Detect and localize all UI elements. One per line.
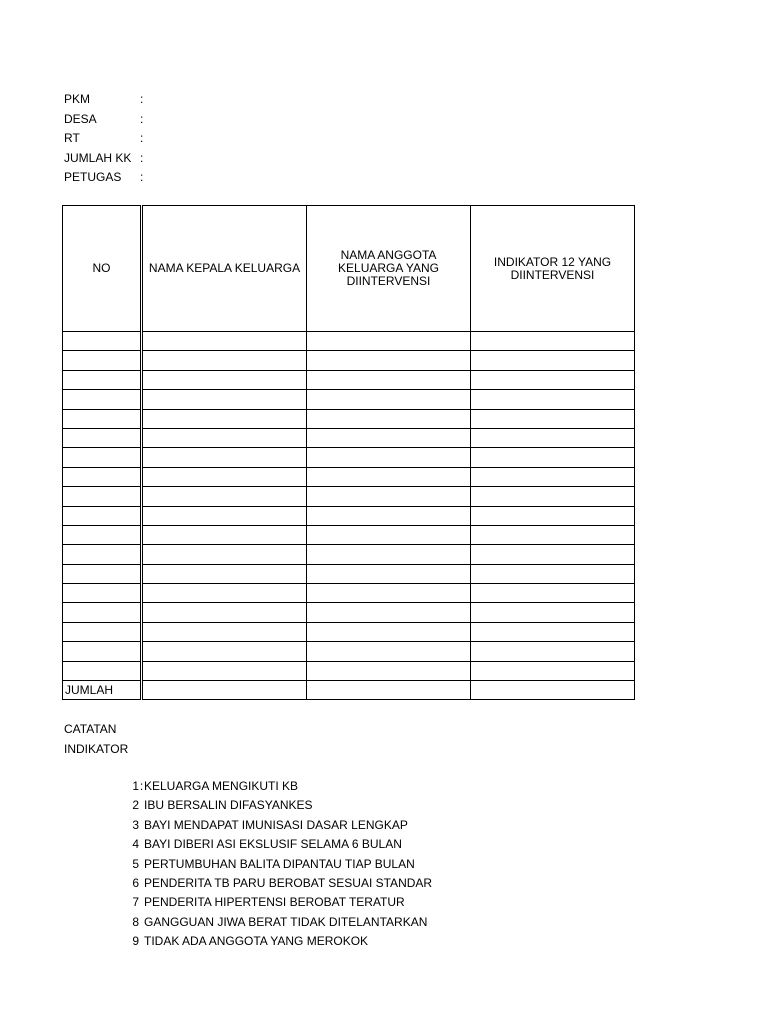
- table-cell: [63, 506, 142, 525]
- table-cell: [307, 622, 471, 641]
- field-petugas: [64, 168, 144, 188]
- table-cell: [142, 487, 307, 506]
- table-cell: [471, 681, 635, 700]
- table-cell: [307, 409, 471, 428]
- table-cell: [471, 467, 635, 486]
- header-indikator: INDIKATOR 12 YANG DIINTERVENSI: [471, 206, 635, 332]
- table-cell: [471, 370, 635, 389]
- table-cell: [63, 409, 142, 428]
- header-fields: [64, 90, 144, 188]
- table-cell: [471, 506, 635, 525]
- indicator-item: [116, 913, 432, 932]
- table-cell: [63, 642, 142, 661]
- indicator-item: [116, 874, 432, 893]
- table-cell: [142, 642, 307, 661]
- table-cell: [307, 506, 471, 525]
- table-row: [63, 332, 635, 351]
- table-row: [63, 584, 635, 603]
- table-cell: [63, 467, 142, 486]
- table-row: [63, 603, 635, 622]
- field-label: PKM: [64, 92, 91, 106]
- table-cell: [142, 681, 307, 700]
- table-cell: [471, 487, 635, 506]
- indicator-number: 9: [132, 934, 139, 949]
- indicator-separator: :: [139, 779, 144, 793]
- field-colon: :: [140, 111, 144, 126]
- field-rt: [64, 129, 144, 149]
- table-cell: [471, 622, 635, 641]
- table-row: [63, 428, 635, 447]
- field-label: DESA: [64, 111, 97, 126]
- table-row: [63, 370, 635, 389]
- table-cell: [471, 603, 635, 622]
- header-nama-kepala-keluarga: NAMA KEPALA KELUARGA: [142, 206, 307, 332]
- table-cell: [142, 506, 307, 525]
- indicator-item: [116, 796, 432, 815]
- table-row: [63, 467, 635, 486]
- table-cell: [63, 661, 142, 680]
- indicator-text: BAYI DIBERI ASI EKSLUSIF SELAMA 6 BULAN: [144, 837, 402, 852]
- table-row: [63, 622, 635, 641]
- table-cell: [142, 564, 307, 583]
- indicator-list: [116, 777, 432, 952]
- table-row: [63, 506, 635, 525]
- table-cell: [471, 661, 635, 680]
- table-cell: [63, 370, 142, 389]
- table-cell: [307, 681, 471, 700]
- field-label: JUMLAH KK: [64, 150, 132, 165]
- table-cell: [63, 545, 142, 564]
- catatan-label: CATATAN: [64, 722, 117, 736]
- field-jumlah-kk: [64, 149, 144, 169]
- table-cell: [63, 351, 142, 370]
- table-cell: [307, 564, 471, 583]
- table-cell: [142, 370, 307, 389]
- table-cell: [307, 351, 471, 370]
- table-cell: [307, 525, 471, 544]
- field-colon: :: [140, 150, 144, 165]
- indicator-text: PENDERITA TB PARU BEROBAT SESUAI STANDAR: [144, 875, 433, 890]
- indicator-text: KELUARGA MENGIKUTI KB: [144, 779, 299, 793]
- total-row: [63, 681, 635, 700]
- table-row: [63, 545, 635, 564]
- table-cell: [307, 584, 471, 603]
- table-row: [63, 487, 635, 506]
- table-row: [63, 642, 635, 661]
- table-cell: [307, 661, 471, 680]
- intervention-table: [62, 205, 635, 700]
- indicator-number: 6: [132, 875, 139, 890]
- table-cell: [307, 603, 471, 622]
- indicator-text: PENDERITA HIPERTENSI BEROBAT TERATUR: [144, 895, 405, 910]
- table-cell: [471, 545, 635, 564]
- table-cell: [63, 622, 142, 641]
- table-cell: [142, 428, 307, 447]
- indicator-item: [116, 932, 432, 951]
- indicator-text: GANGGUAN JIWA BERAT TIDAK DITELANTARKAN: [144, 914, 428, 929]
- table-cell: [142, 545, 307, 564]
- indicator-number: 8: [132, 914, 139, 929]
- table-row: [63, 564, 635, 583]
- table-cell: [471, 642, 635, 661]
- table-cell: [142, 584, 307, 603]
- field-label: PETUGAS: [64, 170, 122, 184]
- table-cell: [307, 448, 471, 467]
- table-body: [63, 332, 635, 700]
- table-cell: [142, 351, 307, 370]
- table-cell: [142, 409, 307, 428]
- table-cell: [142, 390, 307, 409]
- table-cell: [142, 622, 307, 641]
- indicator-item: [116, 855, 432, 874]
- table-cell: [63, 390, 142, 409]
- table-cell: [471, 390, 635, 409]
- table-cell: [307, 642, 471, 661]
- table-cell: [63, 448, 142, 467]
- field-colon: :: [140, 92, 144, 106]
- table-row: [63, 390, 635, 409]
- indicator-text: PERTUMBUHAN BALITA DIPANTAU TIAP BULAN: [144, 856, 415, 871]
- field-desa: [64, 110, 144, 130]
- table-cell: [307, 428, 471, 447]
- indicator-text: IBU BERSALIN DIFASYANKES: [144, 798, 313, 813]
- table-row: [63, 661, 635, 680]
- table-cell: [142, 603, 307, 622]
- table-cell: [471, 525, 635, 544]
- table-cell: [307, 467, 471, 486]
- indicator-text: TIDAK ADA ANGGOTA YANG MEROKOK: [144, 934, 369, 949]
- table-cell: [307, 332, 471, 351]
- table-cell: [63, 584, 142, 603]
- table-cell: [307, 545, 471, 564]
- field-colon: :: [140, 170, 144, 184]
- table-cell: [471, 332, 635, 351]
- table-row: [63, 351, 635, 370]
- table-cell: [471, 584, 635, 603]
- indicator-number: 3: [132, 817, 139, 832]
- table-row: [63, 448, 635, 467]
- table-cell: [63, 332, 142, 351]
- table-cell: [307, 390, 471, 409]
- indicator-item: [116, 835, 432, 854]
- table-cell: [307, 487, 471, 506]
- indicator-number: 4: [132, 837, 139, 852]
- field-label: RT: [64, 131, 80, 145]
- table-cell: [63, 525, 142, 544]
- table-header-row: [63, 206, 635, 332]
- field-pkm: [64, 90, 144, 110]
- table-cell: [471, 409, 635, 428]
- indicator-item: [116, 777, 432, 796]
- indicator-item: [116, 816, 432, 835]
- table-cell: [142, 661, 307, 680]
- indicator-number: 1: [132, 779, 139, 793]
- indicator-number: 2: [132, 798, 139, 813]
- indikator-label: INDIKATOR: [64, 742, 129, 756]
- header-nama-anggota: NAMA ANGGOTA KELUARGA YANG DIINTERVENSI: [307, 206, 471, 332]
- table-cell: [471, 428, 635, 447]
- indicator-number: 7: [132, 895, 139, 910]
- table-cell: [307, 370, 471, 389]
- table-cell: [63, 487, 142, 506]
- table-cell: [471, 564, 635, 583]
- table-cell: [63, 603, 142, 622]
- table-row: [63, 409, 635, 428]
- table-cell: [142, 332, 307, 351]
- notes-section: [64, 719, 128, 759]
- table-row: [63, 525, 635, 544]
- indicator-number: 5: [132, 856, 139, 871]
- table-cell: [142, 467, 307, 486]
- table-cell: [63, 564, 142, 583]
- indicator-item: [116, 893, 432, 912]
- header-no: NO: [63, 206, 142, 332]
- table-cell: [63, 428, 142, 447]
- table-cell: [142, 525, 307, 544]
- total-label: JUMLAH: [63, 681, 142, 700]
- table-cell: [471, 351, 635, 370]
- field-colon: :: [140, 131, 144, 145]
- indicator-text: BAYI MENDAPAT IMUNISASI DASAR LENGKAP: [144, 817, 408, 832]
- table-cell: [142, 448, 307, 467]
- table-cell: [471, 448, 635, 467]
